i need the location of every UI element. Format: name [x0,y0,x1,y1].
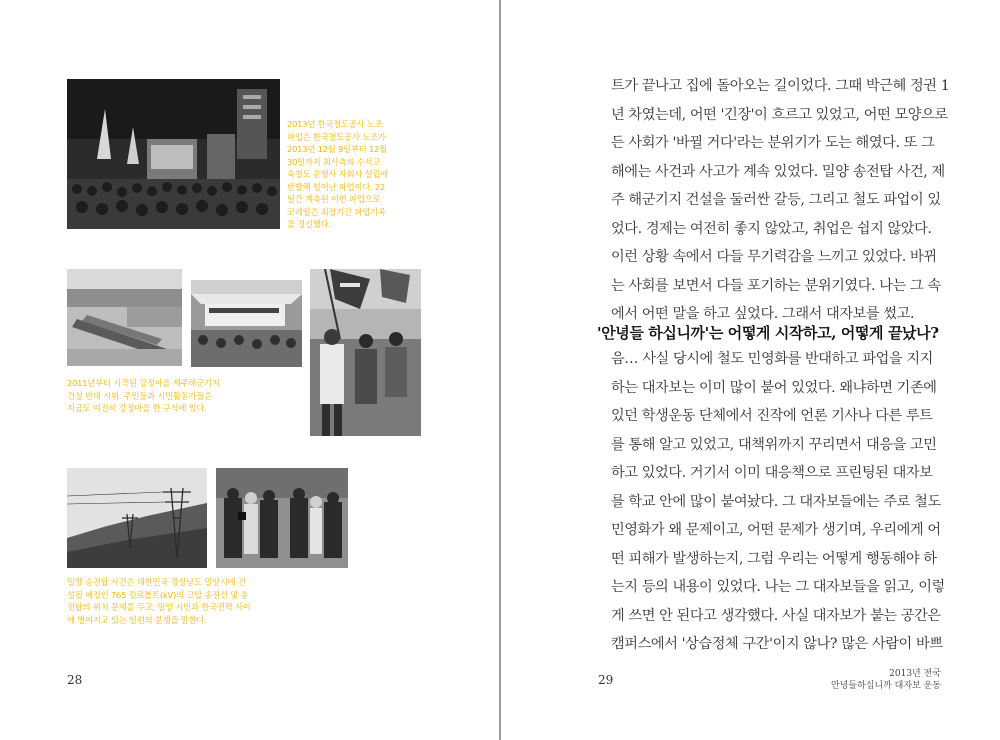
text-line: 에서 어떤 말을 하고 싶었다. 그래서 대자보를 썼고. [611,306,915,322]
caption-line: 파업은 한국철도공사 노조가 [287,131,386,142]
caption-line: 속철도 운영사 자회사 설립에 [287,169,389,179]
body-paragraph-2 [611,345,946,659]
body-paragraph-1 [611,72,950,329]
caption-line: 설될 예정인 765 킬로볼트(kV)의 고압 송전선 및 송 [67,589,249,600]
text-line: 하는 대자보는 이미 많이 붙어 있었다. 왜냐하면 기존에 [611,379,937,396]
text-line: 를 통해 알고 있었고, 대책위까지 꾸리면서 대응을 고민 [611,436,937,453]
page-number-right: 29 [598,673,614,687]
text-line: 었다. 경제는 여전히 좋지 않았고, 취업은 쉽지 않았다. [611,220,932,237]
text-line: 는지 등의 내용이 있었다. 나는 그 대자보들을 읽고, 이렇 [611,579,945,595]
text-line: 게 쓰면 안 된다고 생각했다. 사실 대자보가 붙는 공간은 [611,607,941,624]
caption-line: 30일까지 회사측의 수서고 [287,156,381,167]
caption-line: 밀양 송전탑 사건은 대한민국 경상남도 밀양시에 건 [67,577,246,587]
text-line: 있던 학생운동 단체에서 진작에 언론 기사나 다른 루트 [611,408,933,424]
caption-railway-strike [287,118,388,231]
running-head-line: 2013년 전국 [889,669,941,679]
running-head [831,668,941,692]
photo-transmission-towers [67,468,207,568]
caption-line: 2011년부터 시작된 강정마을 제주해군기지 [67,378,220,388]
text-line: 든 사회가 '바뀔 거다'라는 분위기가 도는 해였다. 또 그 [611,135,935,151]
text-line: 는 사회를 보면서 다들 포기하는 분위기였다. 나는 그 속 [611,277,941,294]
caption-line: 을 경신했다. [287,219,331,229]
text-line: 트가 끝나고 집에 돌아오는 길이었다. 그때 박근혜 정권 1 [611,78,950,94]
text-line: 하고 있었다. 거기서 이미 대응책으로 프린팅된 대자보 [611,465,933,481]
caption-line: 전탑의 위치 문제를 두고, 밀양 시민과 한국전력 사이 [67,602,251,612]
caption-line: 에 벌어지고 있는 일련의 분쟁을 말한다. [67,614,207,625]
photo-railway-strike-rally [67,79,280,229]
caption-line: 2013년 12월 9일부터 12월 [287,144,387,154]
text-line: 떤 피해가 발생하는지, 그럼 우리는 어떻게 행동해야 하 [611,550,937,567]
photo-miryang-confrontation [216,468,348,568]
page-number-left: 28 [67,673,83,687]
caption-line: 2013년 한국철도공사 노조 [287,119,383,129]
text-line: 년 차였는데, 어떤 '긴장'이 흐르고 있었고, 어떤 모양으로 [611,106,948,123]
text-line: 를 학교 안에 많이 붙여놨다. 그 대자보들에는 주로 철도 [611,493,941,510]
text-line: 이런 상황 속에서 다들 무기력감을 느끼고 있었다. 바뀌 [611,249,937,265]
photo-protesters-flags [310,269,421,436]
left-page [0,0,499,740]
photo-protest-tent [191,280,302,367]
section-heading: '안녕들 하십니까'는 어떻게 시작하고, 어떻게 끝났나? [597,324,939,342]
photo-jeju-naval-base [67,269,182,366]
text-line: 캠퍼스에서 '상습정체 구간'이지 않나? 많은 사람이 바쁘 [611,636,943,652]
caption-line: 코레일은 최장기간 파업기록 [287,206,386,217]
right-page [501,0,1000,740]
text-line: 음… 사실 당시에 철도 민영화를 반대하고 파업을 지지 [611,351,933,367]
caption-line: 건설 반대 시위. 주민들과 시민활동가들은 [67,390,213,401]
text-line: 주 해군기지 건설을 둘러싼 갈등, 그리고 철도 파업이 있 [611,192,941,208]
caption-line: 반발해 일어난 파업이다. 22 [287,181,386,192]
caption-line: 일간 계속된 이번 파업으로 [287,194,381,204]
caption-jeju-naval-base [67,377,220,415]
text-line: 해에는 사건과 사고가 계속 있었다. 밀양 송전탑 사건, 제 [611,163,945,180]
text-line: 민영화가 왜 문제이고, 어떤 문제가 생기며, 우리에게 어 [611,522,941,538]
running-head-line: 안녕들하십니까 대자보 운동 [830,681,941,691]
caption-miryang [67,576,251,626]
caption-line: 지금도 여전히 강정마을 한 구석에 있다. [67,403,207,413]
